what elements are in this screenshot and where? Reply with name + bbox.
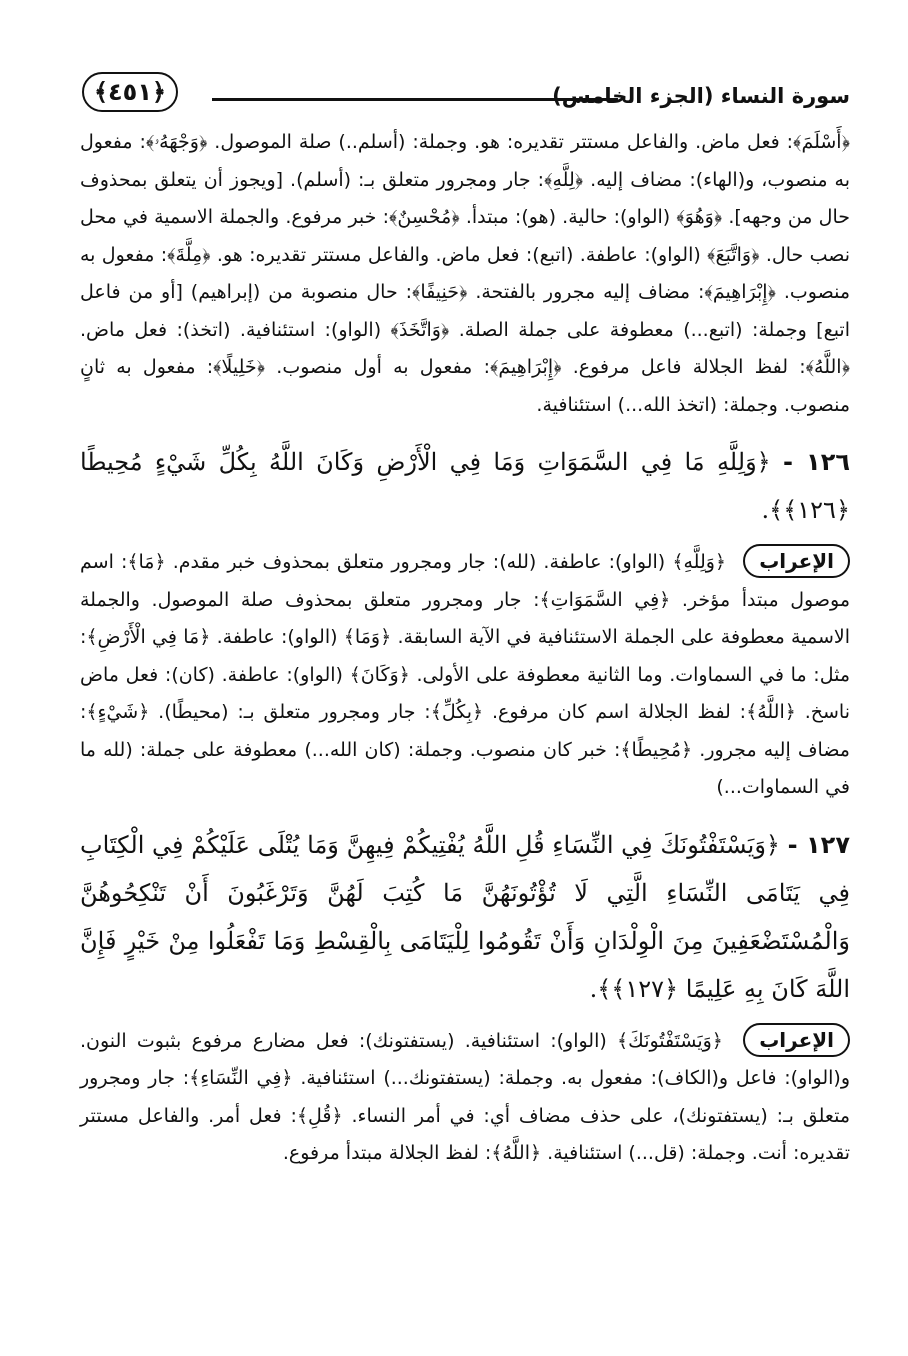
irab-paragraph-125: ﴿أَسْلَمَ﴾: فعل ماض. والفاعل مستتر تقديره: هو. وجملة: (أسلم..) صلة الموصول. ﴿وَجْهَهُۥ﴾: مفعول به منصوب، و(الهاء): مضاف إليه. ﴿لِلَّهِ﴾: جار ومجرور متعلق بـ: (أسلم). [ويجوز أن يتعلق بمحذوف حال من وجهه]. ﴿وَهُوَ﴾ (الواو): حالية. (هو): مبتدأ. ﴿مُحْسِنٌ﴾: خبر مرفوع. والجملة الاسمية في محل نصب حال. ﴿وَاتَّبَعَ﴾ (الواو): عاطفة. (اتبع): فعل ماض. والفاعل مستتر تقديره: هو. ﴿مِلَّةَ﴾: مفعول به منصوب. ﴿إِبْرَاهِيمَ﴾: مضاف إليه مجرور بالفتحة. ﴿حَنِيفًا﴾: حال منصوبة من (إبراهيم) [أو من فاعل اتبع] وجملة: (اتبع...) معطوفة على جملة الصلة. ﴿وَاتَّخَذَ﴾ (الواو): استئنافية. (اتخذ): فعل ماض. ﴿اللَّهُ﴾: لفظ الجلالة فاعل مرفوع. ﴿إِبْرَاهِيمَ﴾: مفعول به أول منصوب. ﴿خَلِيلًا﴾: مفعول به ثانٍ منصوب. وجملة: (اتخذ الله...) استئنافية.	[80, 131, 850, 416]
book-page	[80, 62, 850, 1173]
verse-127	[80, 821, 850, 1013]
irab-text: ﴿وَلِلَّهِ﴾ (الواو): عاطفة. (لله): جار ومجرور متعلق بمحذوف خبر مقدم. ﴿مَا﴾: اسم موصول مبتدأ مؤخر. ﴿فِي السَّمَوَاتِ﴾: جار ومجرور متعلق بمحذوف صلة الموصول. والجملة الاسمية معطوفة على الجملة الاستئنافية في الآية السابقة. ﴿وَمَا﴾ (الواو): عاطفة. ﴿مَا فِي الْأَرْضِ﴾: مثل: ما في السماوات. وما الثانية معطوفة على الأولى. ﴿وَكَانَ﴾ (الواو): عاطفة. (كان): فعل ماض ناسخ. ﴿اللَّهُ﴾: لفظ الجلالة اسم كان مرفوع. ﴿بِكُلِّ﴾: جار ومجرور متعلق بـ: (محيطًا). ﴿شَيْءٍ﴾: مضاف إليه مجرور. ﴿مُحِيطًا﴾: خبر كان منصوب. وجملة: (كان الله...) معطوفة على جملة: (لله ما في السماوات...)	[80, 551, 850, 798]
verse-number: ١٢٦ -	[783, 448, 850, 476]
verse-number: ١٢٧ -	[787, 830, 850, 859]
verse-126	[80, 438, 850, 534]
page-header	[80, 62, 850, 120]
irab-text: ﴿وَيَسْتَفْتُونَكَ﴾ (الواو): استئنافية. (يستفتونك): فعل مضارع مرفوع بثبوت النون. و(الواو): فاعل و(الكاف): مفعول به. وجملة: (يستفتونك...) استئنافية. ﴿فِي النِّسَاءِ﴾: جار ومجرور متعلق بـ: (يستفتونك)، على حذف مضاف أي: في أمر النساء. ﴿قُلِ﴾: فعل أمر. والفاعل مستتر تقديره: أنت. وجملة: (قل...) استئنافية. ﴿اللَّهُ﴾: لفظ الجلالة مبتدأ مرفوع.	[80, 1029, 850, 1164]
verse-text: ﴿وَلِلَّهِ مَا فِي السَّمَوَاتِ وَمَا فِي الْأَرْضِ وَكَانَ اللَّهُ بِكُلِّ شَيْءٍ مُحِيطًا ﴿١٢٦﴾﴾.	[80, 448, 850, 524]
irab-paragraph-126	[80, 544, 850, 807]
verse-text: ﴿وَيَسْتَفْتُونَكَ فِي النِّسَاءِ قُلِ اللَّهُ يُفْتِيكُمْ فِيهِنَّ وَمَا يُتْلَى عَلَيْكُمْ فِي الْكِتَابِ فِي يَتَامَى النِّسَاءِ الَّتِي لَا تُؤْتُونَهُنَّ مَا كُتِبَ لَهُنَّ وَتَرْغَبُونَ أَنْ تَنْكِحُوهُنَّ وَالْمُسْتَضْعَفِينَ مِنَ الْوِلْدَانِ وَأَنْ تَقُومُوا لِلْيَتَامَى بِالْقِسْطِ وَمَا تَفْعَلُوا مِنْ خَيْرٍ فَإِنَّ اللَّهَ كَانَ بِهِ عَلِيمًا ﴿١٢٧﴾﴾.	[80, 830, 850, 1003]
irab-label: الإعراب	[743, 544, 850, 578]
page-number: ﴿٤٥١﴾	[82, 72, 178, 112]
irab-paragraph-127	[80, 1023, 850, 1173]
header-rule	[212, 98, 618, 101]
irab-label: الإعراب	[743, 1023, 850, 1057]
surah-title: سورة النساء (الجزء الخامس)	[552, 84, 850, 108]
